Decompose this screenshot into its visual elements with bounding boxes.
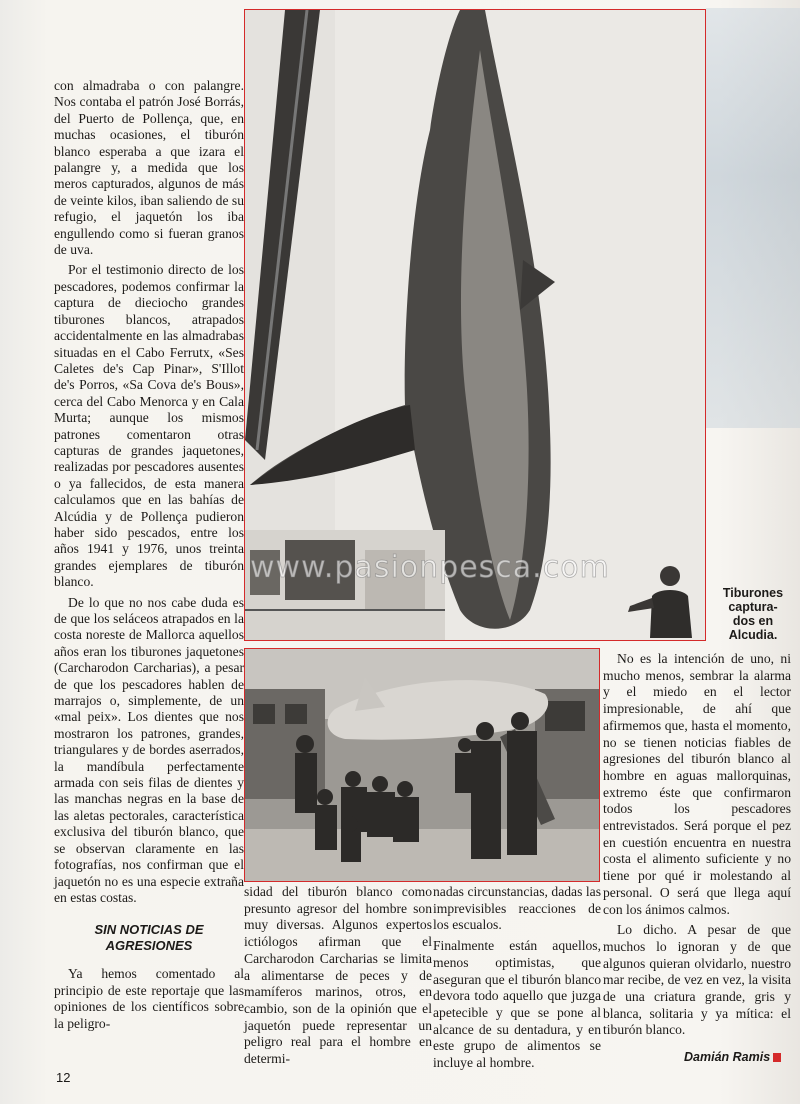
fisherman-figure [622,562,704,638]
group-photo-illustration [245,649,599,881]
photo-caption [716,586,790,642]
col1-paragraph-2: Por el testimonio directo de los pescadores, podemos confirmar la captura de dieciocho grandes tiburones blancos, atrapados accidentalmente en las almadrabas situadas en el Cabo Ferrutx, «Ses Caletes de's Cap Pinar», S'Illot de's Porros, «Sa Cova de's Bous», cerca del Cabo Menorca y en Cala Murta; aunque los mismos patrones comentaron otras capturas de grandes jaquetones, realizadas por pescadores ausentes o ya fallecidos, de esta manera calculamos que en las bahías de Alcúdia y de Pollença pudieron haber sido pescados, entre los años 1941 y 1976, unos treinta grandes ejemplares de tiburón blanco. [54,262,244,590]
fisherman-thumbnail [622,562,704,638]
col4-paragraph-1: No es la intención de uno, ni mucho menos, sembrar la alarma y el miedo en el lector impresionable, de ahí que afirmemos que, hasta el momento, no se tienen noticias fiables de agresiones del tiburón blanco al hombre en aguas mallorquinas, extremo éste que confirmaron todos los pescadores entrevistados. Será porque el pez en cuestión encuentra en nuestra costa el alimento suficiente y no tiene por qué ir molestando al personal. O será que llega aquí con los ánimos calmos. [603,651,791,917]
caption-line-2: captura- [728,600,778,614]
article-column-4 [603,651,791,1043]
col2-paragraph-1: sidad del tiburón blanco como presunto agresor del hombre son muy diversas. Algunos expertos ictiólogos afirman que el Carcharodon Carcharias se limita a alimentarse de peces y de mamíferos marinos, otros, en cambio, son de la opinión que el jaquetón puede representar un peligro real para el hombre en determi- [244,884,432,1067]
col3-paragraph-1: nadas circunstancias, dadas las imprevisibles reacciones de los escualos. [433,884,601,933]
adjacent-page-bleed [706,8,800,428]
col1-paragraph-4: Ya hemos comentado al principio de este reportaje que las opiniones de los científicos sobre la peligro- [54,966,244,1031]
shark-hanging-photo [244,9,706,641]
caption-line-3: dos en [732,614,774,628]
caption-line-1: Tiburones [722,586,784,600]
shark-hanging-illustration [245,10,705,640]
end-mark-icon [773,1053,781,1062]
col1-paragraph-3: De lo que no nos cabe duda es de que los seláceos atrapados en la costa noreste de Mallorca aquellos años eran los tiburones jaquetones (Carcharodon Carcharias), a pesar de que los pescadores hablen de marrajos o, simplemente, de un «mal peix». Los dientes que nos mostraron los patrones, grandes, triangulares y de bordes aserrados, la mandíbula perfectamente armada con seis filas de dientes y las manchas negras en la base de las aletas pectorales, característica exclusiva del tiburón blanco, que se observan claramente en las fotografías, nos confirman que el jaquetón no es una especie extraña en estas costas. [54,594,244,905]
col1-paragraph-1: con almadraba o con palangre. Nos contaba el patrón José Borrás, del Puerto de Pollença, que, en muchas ocasiones, el tiburón blanco esperaba a que izara el palangre y, a medida que los meros capturados, algunos de más de veinte kilos, iban saliendo de su refugio, el jaquetón los iba engullendo como si fueran granos de uva. [54,78,244,258]
caption-line-4: Alcudia. [728,628,778,642]
group-with-shark-photo [244,648,600,882]
section-subheading: SIN NOTICIAS DE AGRESIONES [94,922,204,954]
article-column-2 [244,884,432,1072]
author-signature [684,1050,781,1064]
watermark: www.pasionpesca.com [250,550,610,585]
page-number: 12 [56,1070,71,1085]
col3-paragraph-2: Finalmente están aquellos, menos optimistas, que aseguran que el tiburón blanco devora todo aquello que juzga apetecible y que se pone al alcance de su dentadura, y en este grupo de alimentos se incluye al hombre. [433,938,601,1071]
col4-paragraph-2: Lo dicho. A pesar de que muchos lo ignoran y de que algunos quieran olvidarlo, nuestro mar recibe, de vez en vez, la visita de una criatura grande, gris y blanca, solitaria y ya mítica: el tiburón blanco. [603,922,791,1038]
author-name: Damián Ramis [684,1050,771,1064]
article-column-1 [54,78,244,1036]
article-column-3 [433,884,601,1076]
